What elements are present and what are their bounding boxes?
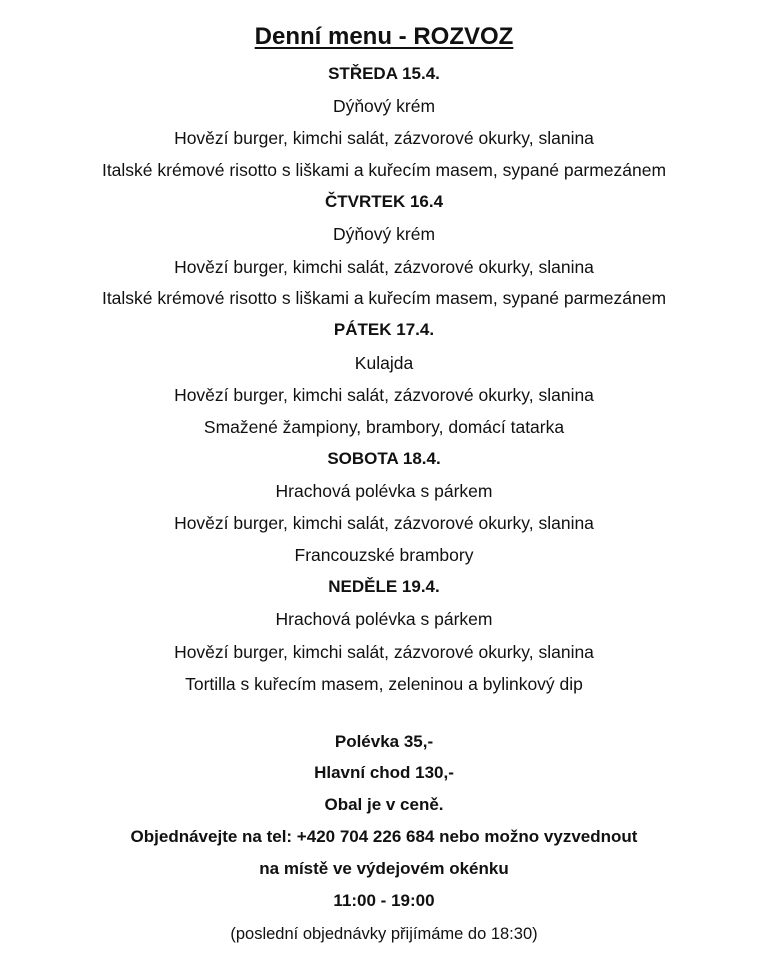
dish-main: Tortilla s kuřecím masem, zeleninou a bylinkový dip [185, 674, 583, 694]
dish-main: Hovězí burger, kimchi salát, zázvorové okurky, slanina [174, 513, 594, 533]
main-course-price: Hlavní chod 130,- [314, 763, 454, 782]
dish-main: Italské krémové risotto s liškami a kuřecím masem, sypané parmezánem [101, 288, 667, 308]
soup-price: Polévka 35,- [334, 732, 434, 751]
dish-main: Hovězí burger, kimchi salát, zázvorové okurky, slanina [174, 385, 594, 405]
day-heading-friday: PÁTEK 17.4. [333, 320, 435, 339]
day-heading-saturday: SOBOTA 18.4. [327, 449, 441, 468]
packaging-note: Obal je v ceně. [324, 795, 444, 814]
dish-main: Italské krémové risotto s liškami a kuřecím masem, sypané parmezánem [101, 160, 667, 180]
dish-soup: Dýňový krém [332, 224, 436, 244]
day-heading-wednesday: STŘEDA 15.4. [328, 64, 440, 83]
opening-hours: 11:00 - 19:00 [333, 891, 435, 910]
order-info-line1: Objednávejte na tel: +420 704 226 684 nebo možno vyzvednout [130, 827, 638, 846]
order-info-line2: na místě ve výdejovém okénku [259, 859, 509, 878]
dish-soup: Dýňový krém [332, 96, 436, 116]
dish-main: Hovězí burger, kimchi salát, zázvorové okurky, slanina [174, 128, 594, 148]
day-heading-thursday: ČTVRTEK 16.4 [324, 192, 444, 211]
dish-soup: Hrachová polévka s párkem [275, 481, 493, 501]
menu-title: Denní menu - ROZVOZ [254, 23, 514, 50]
last-orders-note: (poslední objednávky přijímáme do 18:30) [230, 925, 538, 943]
dish-soup: Kulajda [354, 353, 414, 373]
dish-main: Hovězí burger, kimchi salát, zázvorové okurky, slanina [174, 642, 594, 662]
day-heading-sunday: NEDĚLE 19.4. [328, 577, 440, 596]
dish-main: Smažené žampiony, brambory, domácí tatarka [203, 417, 565, 437]
dish-main: Hovězí burger, kimchi salát, zázvorové okurky, slanina [174, 257, 594, 277]
dish-main: Francouzské brambory [294, 545, 474, 565]
dish-soup: Hrachová polévka s párkem [275, 609, 493, 629]
